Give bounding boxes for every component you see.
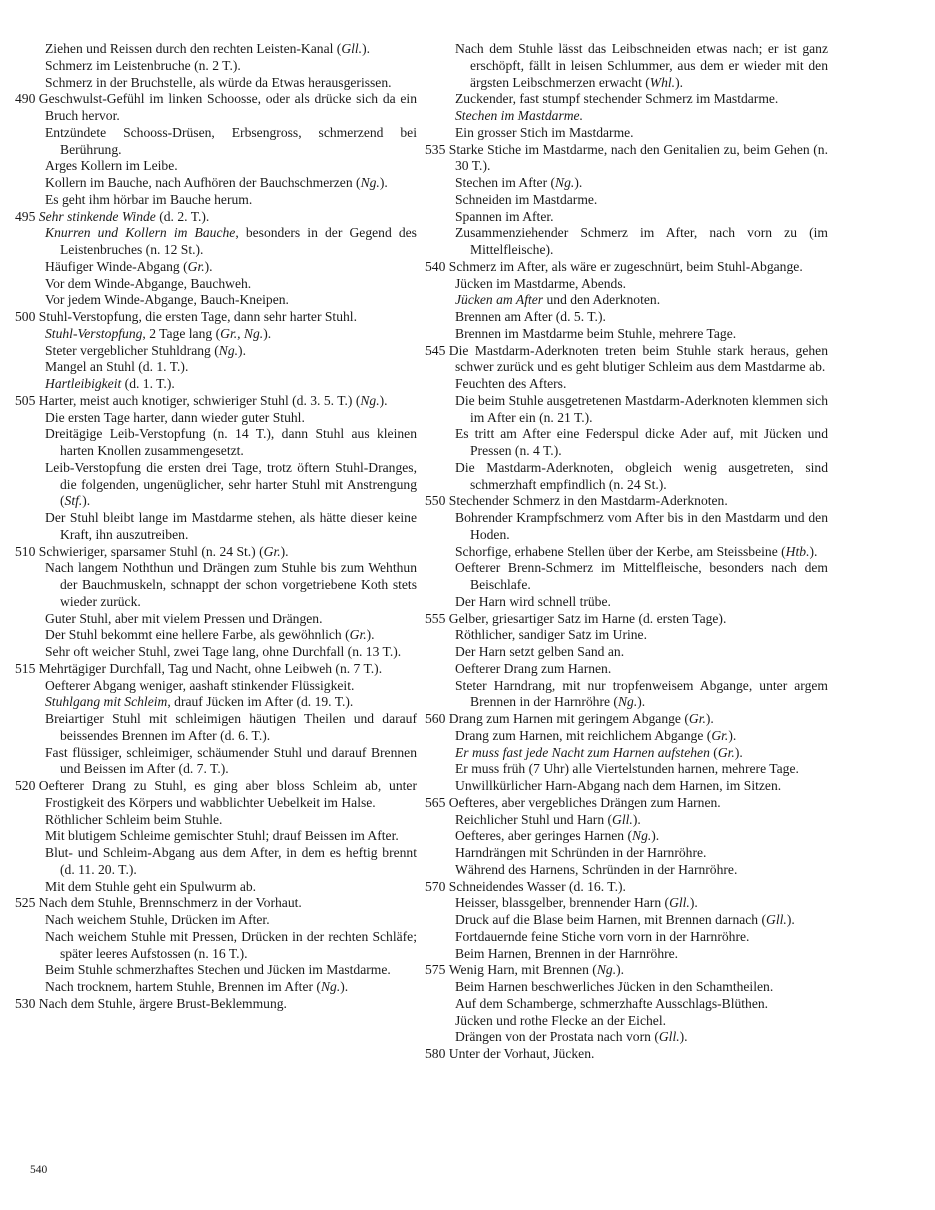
symptom-entry — [440, 946, 828, 963]
symptom-entry — [15, 995, 417, 1013]
symptom-entry — [30, 694, 417, 711]
entry-number: 515 — [15, 660, 39, 676]
entry-text: Schmerz im Leistenbruche (n. 2 T.). — [45, 57, 241, 73]
entry-text: Brennen am After (d. 5. T.). — [455, 309, 606, 324]
entry-text: Mit dem Stuhle geht ein Spulwurm ab. — [45, 878, 257, 894]
entry-number: 550 — [425, 493, 449, 509]
symptom-entry — [30, 627, 417, 644]
symptom-entry — [440, 393, 828, 427]
symptom-entry — [440, 209, 828, 226]
entry-text: Unwillkürlicher Harn-Abgang nach dem Harnen, im Sitzen. — [455, 778, 782, 793]
symptom-entry — [30, 745, 417, 779]
entry-text: Beim Harnen, Brennen in der Harnröhre. — [455, 945, 679, 961]
symptom-entry — [15, 660, 417, 678]
symptom-entry — [440, 627, 828, 644]
entry-text: Jücken im Mastdarme, Abends. — [455, 275, 627, 291]
entry-text: Bohrender Krampfschmerz vom After bis in den Mastdarm und den Hoden. — [455, 510, 828, 542]
entry-text: Reichlicher Stuhl und Harn (Gll.). — [455, 811, 641, 827]
symptom-entry — [30, 410, 417, 427]
entry-text: Schorfige, erhabene Stellen über der Kerbe, am Steissbeine (Htb.). — [455, 543, 818, 559]
entry-text: Oefteres, aber geringes Harnen (Ng.). — [455, 828, 660, 844]
entry-text: Der Harn setzt gelben Sand an. — [455, 644, 625, 659]
symptom-entry — [440, 376, 828, 393]
entry-number: 505 — [15, 392, 39, 408]
entry-text: Oefterer Drang zu Stuhl, es ging aber bloss Schleim ab, unter Frostigkeit des Körpers und wabblichter Uebelkeit im Halse. — [38, 778, 417, 810]
symptom-entry — [30, 929, 417, 963]
entry-text: Drang zum Harnen, mit reichlichem Abgange (Gr.). — [455, 727, 737, 743]
symptom-entry — [30, 58, 417, 75]
symptom-entry — [30, 359, 417, 376]
entry-text: Vor dem Winde-Abgange, Bauchweh. — [45, 275, 252, 291]
symptom-entry — [30, 678, 417, 695]
entry-text: Schmerz in der Bruchstelle, als würde da Etwas herausgerissen. — [45, 74, 392, 90]
symptom-entry — [30, 460, 417, 510]
symptom-entry — [440, 125, 828, 142]
symptom-entry — [30, 259, 417, 276]
entry-number: 530 — [15, 995, 39, 1011]
entry-text: Stechen im After (Ng.). — [455, 175, 583, 190]
entry-text: Mangel an Stuhl (d. 1. T.). — [45, 359, 189, 375]
entry-text: Der Stuhl bleibt lange im Mastdarme stehen, als hätte dieser keine Kraft, ihn auszutreiben. — [45, 510, 417, 542]
entry-text: Guter Stuhl, aber mit vielem Pressen und Drängen. — [45, 610, 323, 626]
symptom-entry — [440, 745, 828, 762]
entry-text: Knurren und Kollern im Bauche, besonders in der Gegend des Leistenbruches (n. 12 St.). — [45, 225, 417, 257]
entry-text: Es geht ihm hörbar im Bauche herum. — [45, 191, 253, 207]
symptom-entry — [440, 979, 828, 996]
symptom-entry — [440, 828, 828, 845]
entry-text: Oefteres, aber vergebliches Drängen zum Harnen. — [448, 794, 721, 810]
entry-text: Drängen von der Prostata nach vorn (Gll.). — [455, 1029, 688, 1045]
entry-text: Dreitägige Leib-Verstopfung (n. 14 T.), dann Stuhl aus kleinen harten Knollen zusammengesetzt. — [45, 426, 417, 458]
symptom-entry — [30, 711, 417, 745]
entry-text: Nach weichem Stuhle mit Pressen, Drücken in der rechten Schläfe; später leeres Aufstossen (n. 16 T.). — [45, 928, 417, 961]
entry-text: Oefterer Brenn-Schmerz im Mittelfleische, besonders nach dem Beischlafe. — [455, 560, 828, 592]
symptom-entry — [30, 343, 417, 360]
entry-text: Oefterer Drang zum Harnen. — [455, 660, 612, 676]
entry-text: Brennen im Mastdarme beim Stuhle, mehrere Tage. — [455, 325, 737, 341]
symptom-entry — [30, 611, 417, 628]
entry-text: Ziehen und Reissen durch den rechten Leisten-Kanal (Gll.). — [45, 41, 371, 56]
entry-number: 495 — [15, 208, 39, 224]
entry-text: Er muss fast jede Nacht zum Harnen aufstehen (Gr.). — [455, 744, 743, 760]
symptom-entry — [440, 510, 828, 544]
symptom-entry — [440, 845, 828, 862]
entry-text: Hartleibigkeit (d. 1. T.). — [45, 376, 175, 391]
symptom-entry — [30, 376, 417, 393]
entry-text: Schneidendes Wasser (d. 16. T.). — [448, 878, 626, 894]
entry-number: 510 — [15, 543, 39, 559]
entry-number: 535 — [425, 141, 449, 157]
symptom-entry — [425, 794, 828, 812]
symptom-entry — [440, 661, 828, 678]
entry-text: Sehr stinkende Winde (d. 2. T.). — [38, 208, 210, 224]
entry-text: Beim Harnen beschwerliches Jücken in den Schamtheilen. — [455, 979, 774, 994]
symptom-entry — [425, 342, 828, 377]
entry-number: 565 — [425, 794, 449, 810]
symptom-entry — [440, 912, 828, 929]
symptom-entry — [30, 41, 417, 58]
symptom-entry — [440, 276, 828, 293]
entry-number: 490 — [15, 91, 39, 107]
symptom-entry — [30, 879, 417, 896]
symptom-entry — [440, 175, 828, 192]
symptom-entry — [30, 812, 417, 829]
entry-text: Fast flüssiger, schleimiger, schäumender Stuhl und darauf Brennen und Beissen im After (d. 7. T.). — [45, 744, 417, 777]
entry-text: Auf dem Schamberge, schmerzhafte Ausschlags-Blüthen. — [455, 995, 769, 1011]
entry-text: Nach trocknem, hartem Stuhle, Brennen im After (Ng.). — [45, 979, 349, 994]
symptom-entry — [440, 644, 828, 661]
symptom-entry — [30, 292, 417, 309]
symptom-entry — [440, 108, 828, 125]
symptom-entry — [440, 778, 828, 795]
symptom-entry — [440, 560, 828, 594]
entry-text: Entzündete Schooss-Drüsen, Erbsengross, schmerzend bei Berührung. — [45, 124, 417, 157]
entry-number: 525 — [15, 895, 39, 911]
symptom-entry — [425, 711, 828, 728]
entry-text: Nach dem Stuhle, ärgere Brust-Beklemmung. — [38, 995, 287, 1011]
entry-text: Der Harn wird schnell trübe. — [455, 593, 611, 609]
symptom-entry — [30, 828, 417, 845]
symptom-entry — [30, 979, 417, 996]
symptom-entry — [30, 192, 417, 209]
entry-text: Der Stuhl bekommt eine hellere Farbe, als gewöhnlich (Gr.). — [45, 627, 375, 643]
entry-text: Stuhl-Verstopfung, 2 Tage lang (Gr., Ng.). — [45, 325, 272, 341]
symptom-entry — [15, 91, 417, 125]
entry-text: Arges Kollern im Leibe. — [45, 158, 178, 174]
entry-text: Nach langem Noththun und Drängen zum Stuhle bis zum Wehthun der Bauchmuskeln, schnappt der schon vorgetriebene Koth stets wieder zurück. — [45, 560, 417, 609]
entry-number: 575 — [425, 962, 449, 978]
symptom-entry — [440, 1013, 828, 1030]
symptom-entry — [15, 778, 417, 812]
entry-text: Jücken am After und den Aderknoten. — [455, 292, 661, 308]
entry-number: 545 — [425, 342, 449, 358]
entry-number: 560 — [425, 711, 449, 726]
symptom-entry — [30, 510, 417, 544]
entry-number: 555 — [425, 610, 449, 626]
entry-text: Geschwulst-Gefühl im linken Schoosse, oder als drücke sich da ein Bruch hervor. — [38, 91, 417, 123]
entry-text: Beim Stuhle schmerzhaftes Stechen und Jücken im Mastdarme. — [45, 962, 391, 978]
entry-text: Schneiden im Mastdarme. — [455, 191, 598, 207]
symptom-entry — [440, 426, 828, 460]
entry-number: 580 — [425, 1046, 449, 1061]
entry-number: 570 — [425, 878, 449, 894]
symptom-entry — [440, 544, 828, 561]
entry-text: Wenig Harn, mit Brennen (Ng.). — [448, 962, 625, 978]
symptom-entry — [425, 610, 828, 628]
entry-text: Gelber, griesartiger Satz im Harne (d. ersten Tage). — [448, 610, 727, 626]
symptom-entry — [425, 141, 828, 176]
entry-text: Harndrängen mit Schründen in der Harnröhre. — [455, 845, 707, 860]
entry-text: Breiartiger Stuhl mit schleimigen häutigen Theilen und darauf beissendes Brennen im After (d. 6. T.). — [45, 711, 417, 743]
symptom-entry — [440, 929, 828, 946]
right-column — [425, 41, 828, 1063]
left-column — [15, 41, 417, 1013]
symptom-entry — [30, 560, 417, 610]
entry-number: 520 — [15, 778, 39, 793]
entry-text: Während des Harnens, Schründen in der Harnröhre. — [455, 861, 738, 877]
symptom-entry — [425, 878, 828, 896]
symptom-entry — [30, 845, 417, 879]
entry-text: Sehr oft weicher Stuhl, zwei Tage lang, ohne Durchfall (n. 13 T.). — [45, 644, 402, 659]
symptom-entry — [30, 962, 417, 979]
symptom-entry — [440, 326, 828, 343]
symptom-entry — [15, 309, 417, 326]
entry-text: Häufiger Winde-Abgang (Gr.). — [45, 258, 213, 274]
entry-text: Kollern im Bauche, nach Aufhören der Bauchschmerzen (Ng.). — [45, 175, 388, 190]
entry-text: Zuckender, fast stumpf stechender Schmerz im Mastdarme. — [455, 91, 779, 107]
entry-text: Stuhl-Verstopfung, die ersten Tage, dann sehr harter Stuhl. — [38, 309, 357, 324]
symptom-entry — [15, 895, 417, 912]
entry-text: Drang zum Harnen mit geringem Abgange (Gr.). — [448, 711, 714, 726]
entry-text: Unter der Vorhaut, Jücken. — [448, 1046, 595, 1061]
entry-text: Feuchten des Afters. — [455, 376, 567, 391]
symptom-entry — [440, 812, 828, 829]
page-number: 540 — [30, 1164, 48, 1176]
symptom-entry — [440, 192, 828, 209]
symptom-entry — [30, 276, 417, 293]
entry-text: Er muss früh (7 Uhr) alle Viertelstunden harnen, mehrere Tage. — [455, 761, 799, 777]
symptom-entry — [15, 208, 417, 226]
symptom-entry — [425, 1046, 828, 1063]
entry-text: Stuhlgang mit Schleim, drauf Jücken im After (d. 19. T.). — [45, 694, 354, 710]
symptom-entry — [30, 175, 417, 192]
entry-text: Die beim Stuhle ausgetretenen Mastdarm-Aderknoten klemmen sich im After ein (n. 21 T.). — [455, 392, 828, 425]
symptom-entry — [440, 41, 828, 91]
symptom-entry — [30, 158, 417, 175]
symptom-entry — [440, 761, 828, 778]
symptom-entry — [425, 258, 828, 276]
symptom-entry — [440, 996, 828, 1013]
entry-text: Schwieriger, sparsamer Stuhl (n. 24 St.) (Gr.). — [38, 543, 289, 559]
symptom-entry — [440, 678, 828, 712]
symptom-entry — [30, 75, 417, 92]
symptom-entry — [440, 1029, 828, 1046]
entry-text: Nach dem Stuhle lässt das Leibschneiden etwas nach; er ist ganz erschöpft, fällt in leisen Schlummer, aus dem er wieder mit den ärgsten Leibschmerzen erwacht (Whl.). — [455, 41, 828, 90]
symptom-entry — [30, 912, 417, 929]
entry-text: Die ersten Tage harter, dann wieder guter Stuhl. — [45, 409, 305, 425]
symptom-entry — [440, 895, 828, 912]
entry-text: Zusammenziehender Schmerz im After, nach vorn zu (im Mittelfleische). — [455, 225, 828, 257]
entry-text: Heisser, blassgelber, brennender Harn (Gll.). — [455, 895, 698, 911]
entry-text: Stechender Schmerz in den Mastdarm-Aderknoten. — [448, 493, 728, 509]
entry-text: Die Mastdarm-Aderknoten treten beim Stuhle stark heraus, gehen schwer zurück und es geht blutiger Schleim aus dem Mastdarme ab. — [448, 342, 828, 375]
entry-text: Steter vergeblicher Stuhldrang (Ng.). — [45, 342, 246, 358]
symptom-entry — [30, 326, 417, 343]
entry-text: Nach weichem Stuhle, Drücken im After. — [45, 912, 270, 927]
entry-text: Harter, meist auch knotiger, schwieriger Stuhl (d. 3. 5. T.) (Ng.). — [38, 392, 388, 408]
symptom-entry — [440, 292, 828, 309]
entry-text: Jücken und rothe Flecke an der Eichel. — [455, 1012, 667, 1028]
entry-number: 540 — [425, 258, 449, 274]
entry-text: Blut- und Schleim-Abgang aus dem After, in dem es heftig brennt (d. 11. 20. T.). — [45, 845, 417, 877]
symptom-entry — [440, 91, 828, 108]
symptom-entry — [15, 543, 417, 561]
symptom-entry — [440, 594, 828, 611]
entry-text: Es tritt am After eine Federspul dicke Ader auf, mit Jücken und Pressen (n. 4 T.). — [455, 426, 828, 458]
entry-text: Nach dem Stuhle, Brennschmerz in der Vorhaut. — [38, 895, 302, 911]
symptom-entry — [30, 644, 417, 661]
symptom-entry — [425, 962, 828, 979]
entry-text: Schmerz im After, als wäre er zugeschnürt, beim Stuhl-Abgange. — [448, 258, 803, 274]
symptom-entry — [30, 225, 417, 259]
symptom-entry — [440, 728, 828, 745]
entry-text: Ein grosser Stich im Mastdarme. — [455, 124, 634, 140]
entry-text: Druck auf die Blase beim Harnen, mit Brennen darnach (Gll.). — [455, 912, 795, 927]
entry-text: Steter Harndrang, mit nur tropfenweisem Abgange, unter argem Brennen in der Harnröhre (Ng.). — [455, 677, 828, 710]
symptom-entry — [15, 392, 417, 410]
entry-text: Starke Stiche im Mastdarme, nach den Genitalien zu, beim Gehen (n. 30 T.). — [448, 141, 828, 174]
symptom-entry — [30, 125, 417, 159]
entry-number: 500 — [15, 309, 39, 324]
symptom-entry — [440, 862, 828, 879]
entry-text: Röthlicher, sandiger Satz im Urine. — [455, 627, 647, 643]
symptom-entry — [440, 460, 828, 494]
entry-text: Fortdauernde feine Stiche vorn vorn in der Harnröhre. — [455, 928, 750, 944]
symptom-entry — [440, 225, 828, 259]
symptom-entry — [440, 309, 828, 326]
symptom-entry — [425, 493, 828, 510]
entry-text: Mehrtägiger Durchfall, Tag und Nacht, ohne Leibweh (n. 7 T.). — [38, 660, 383, 676]
entry-text: Leib-Verstopfung die ersten drei Tage, trotz öftern Stuhl-Dranges, die folgenden, ungenüglicher, sehr harter Stuhl mit Anstrengung (Stf.). — [45, 459, 417, 509]
entry-text: Vor jedem Winde-Abgange, Bauch-Kneipen. — [45, 292, 289, 308]
entry-text: Mit blutigem Schleime gemischter Stuhl; drauf Beissen im After. — [45, 828, 399, 844]
entry-text: Röthlicher Schleim beim Stuhle. — [45, 811, 223, 827]
symptom-entry — [30, 426, 417, 460]
entry-text: Oefterer Abgang weniger, aashaft stinkender Flüssigkeit. — [45, 677, 355, 693]
entry-text: Die Mastdarm-Aderknoten, obgleich wenig ausgetreten, sind schmerzhaft empfindlich (n. 24 St.). — [455, 459, 828, 492]
entry-text: Stechen im Mastdarme. — [455, 108, 583, 123]
entry-text: Spannen im After. — [455, 208, 554, 224]
